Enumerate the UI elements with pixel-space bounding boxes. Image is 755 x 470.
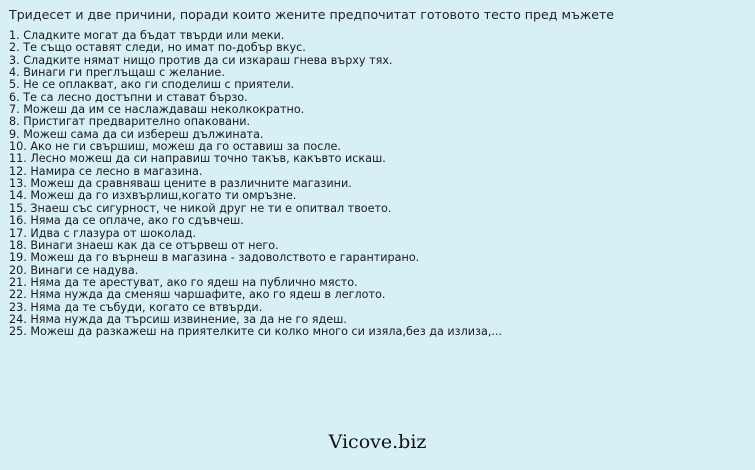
list-item: 15. Знаеш със сигурност, че никой друг не ти е опитвал твоето. xyxy=(9,201,392,215)
page-title: Тридесет и две причини, поради които жените предпочитат готовото тесто пред мъжете xyxy=(9,7,615,22)
list-item: 19. Можеш да го върнеш в магазина - задоволството е гарантирано. xyxy=(9,251,420,265)
list-item: 25. Можеш да разкажеш на приятелките си колко много си изяла,без да излиза,... xyxy=(9,325,503,339)
list-item: 8. Пристигат предварително опаковани. xyxy=(9,115,251,129)
list-item: 13. Можеш да сравняваш цените в различните магазини. xyxy=(9,177,352,191)
list-item: 17. Идва с глазура от шоколад. xyxy=(9,226,197,240)
list-item: 23. Няма да те събуди, когато се втвърди. xyxy=(9,300,263,314)
list-item: 9. Можеш сама да си избереш дължината. xyxy=(9,127,264,141)
list-item: 3. Сладките нямат нищо против да си изкараш гнева върху тях. xyxy=(9,53,393,67)
list-item: 1. Сладките могат да бъдат твърди или меки. xyxy=(9,29,285,42)
list-item: 5. Не се оплакват, ако ги споделиш с приятели. xyxy=(9,78,295,92)
list-item: 20. Винаги се надува. xyxy=(9,263,139,277)
list-item: 11. Лесно можеш да си направиш точно такъв, какъвто искаш. xyxy=(9,152,386,166)
list-item: 4. Винаги ги преглъщаш с желание. xyxy=(9,66,225,80)
list-item: 12. Намира се лесно в магазина. xyxy=(9,164,203,178)
watermark: Vicove.biz xyxy=(328,431,427,453)
list-item: 2. Те също оставят следи, но имат по-добър вкус. xyxy=(9,41,306,55)
list-item: 21. Няма да те арестуват, ако го ядеш на публично място. xyxy=(9,275,358,289)
list-item: 7. Можеш да им се наслаждаваш неколкократно. xyxy=(9,103,305,117)
list-item: 24. Няма нужда да търсиш извинение, за да не го ядеш. xyxy=(9,312,347,326)
list-item: 16. Няма да се оплаче, ако го сдъвчеш. xyxy=(9,214,244,228)
list-item: 22. Няма нужда да сменяш чаршафите, ако го ядеш в леглото. xyxy=(9,288,386,302)
list-item: 10. Ако не ги свършиш, можеш да го оставиш за после. xyxy=(9,140,341,154)
list-item: 18. Винаги знаеш как да се отървеш от него. xyxy=(9,238,279,252)
list-item: 14. Можеш да го изхвърлиш,когато ти омръзне. xyxy=(9,189,297,203)
reasons-list xyxy=(9,30,502,339)
list-item: 6. Те са лесно достъпни и стават бързо. xyxy=(9,90,248,104)
